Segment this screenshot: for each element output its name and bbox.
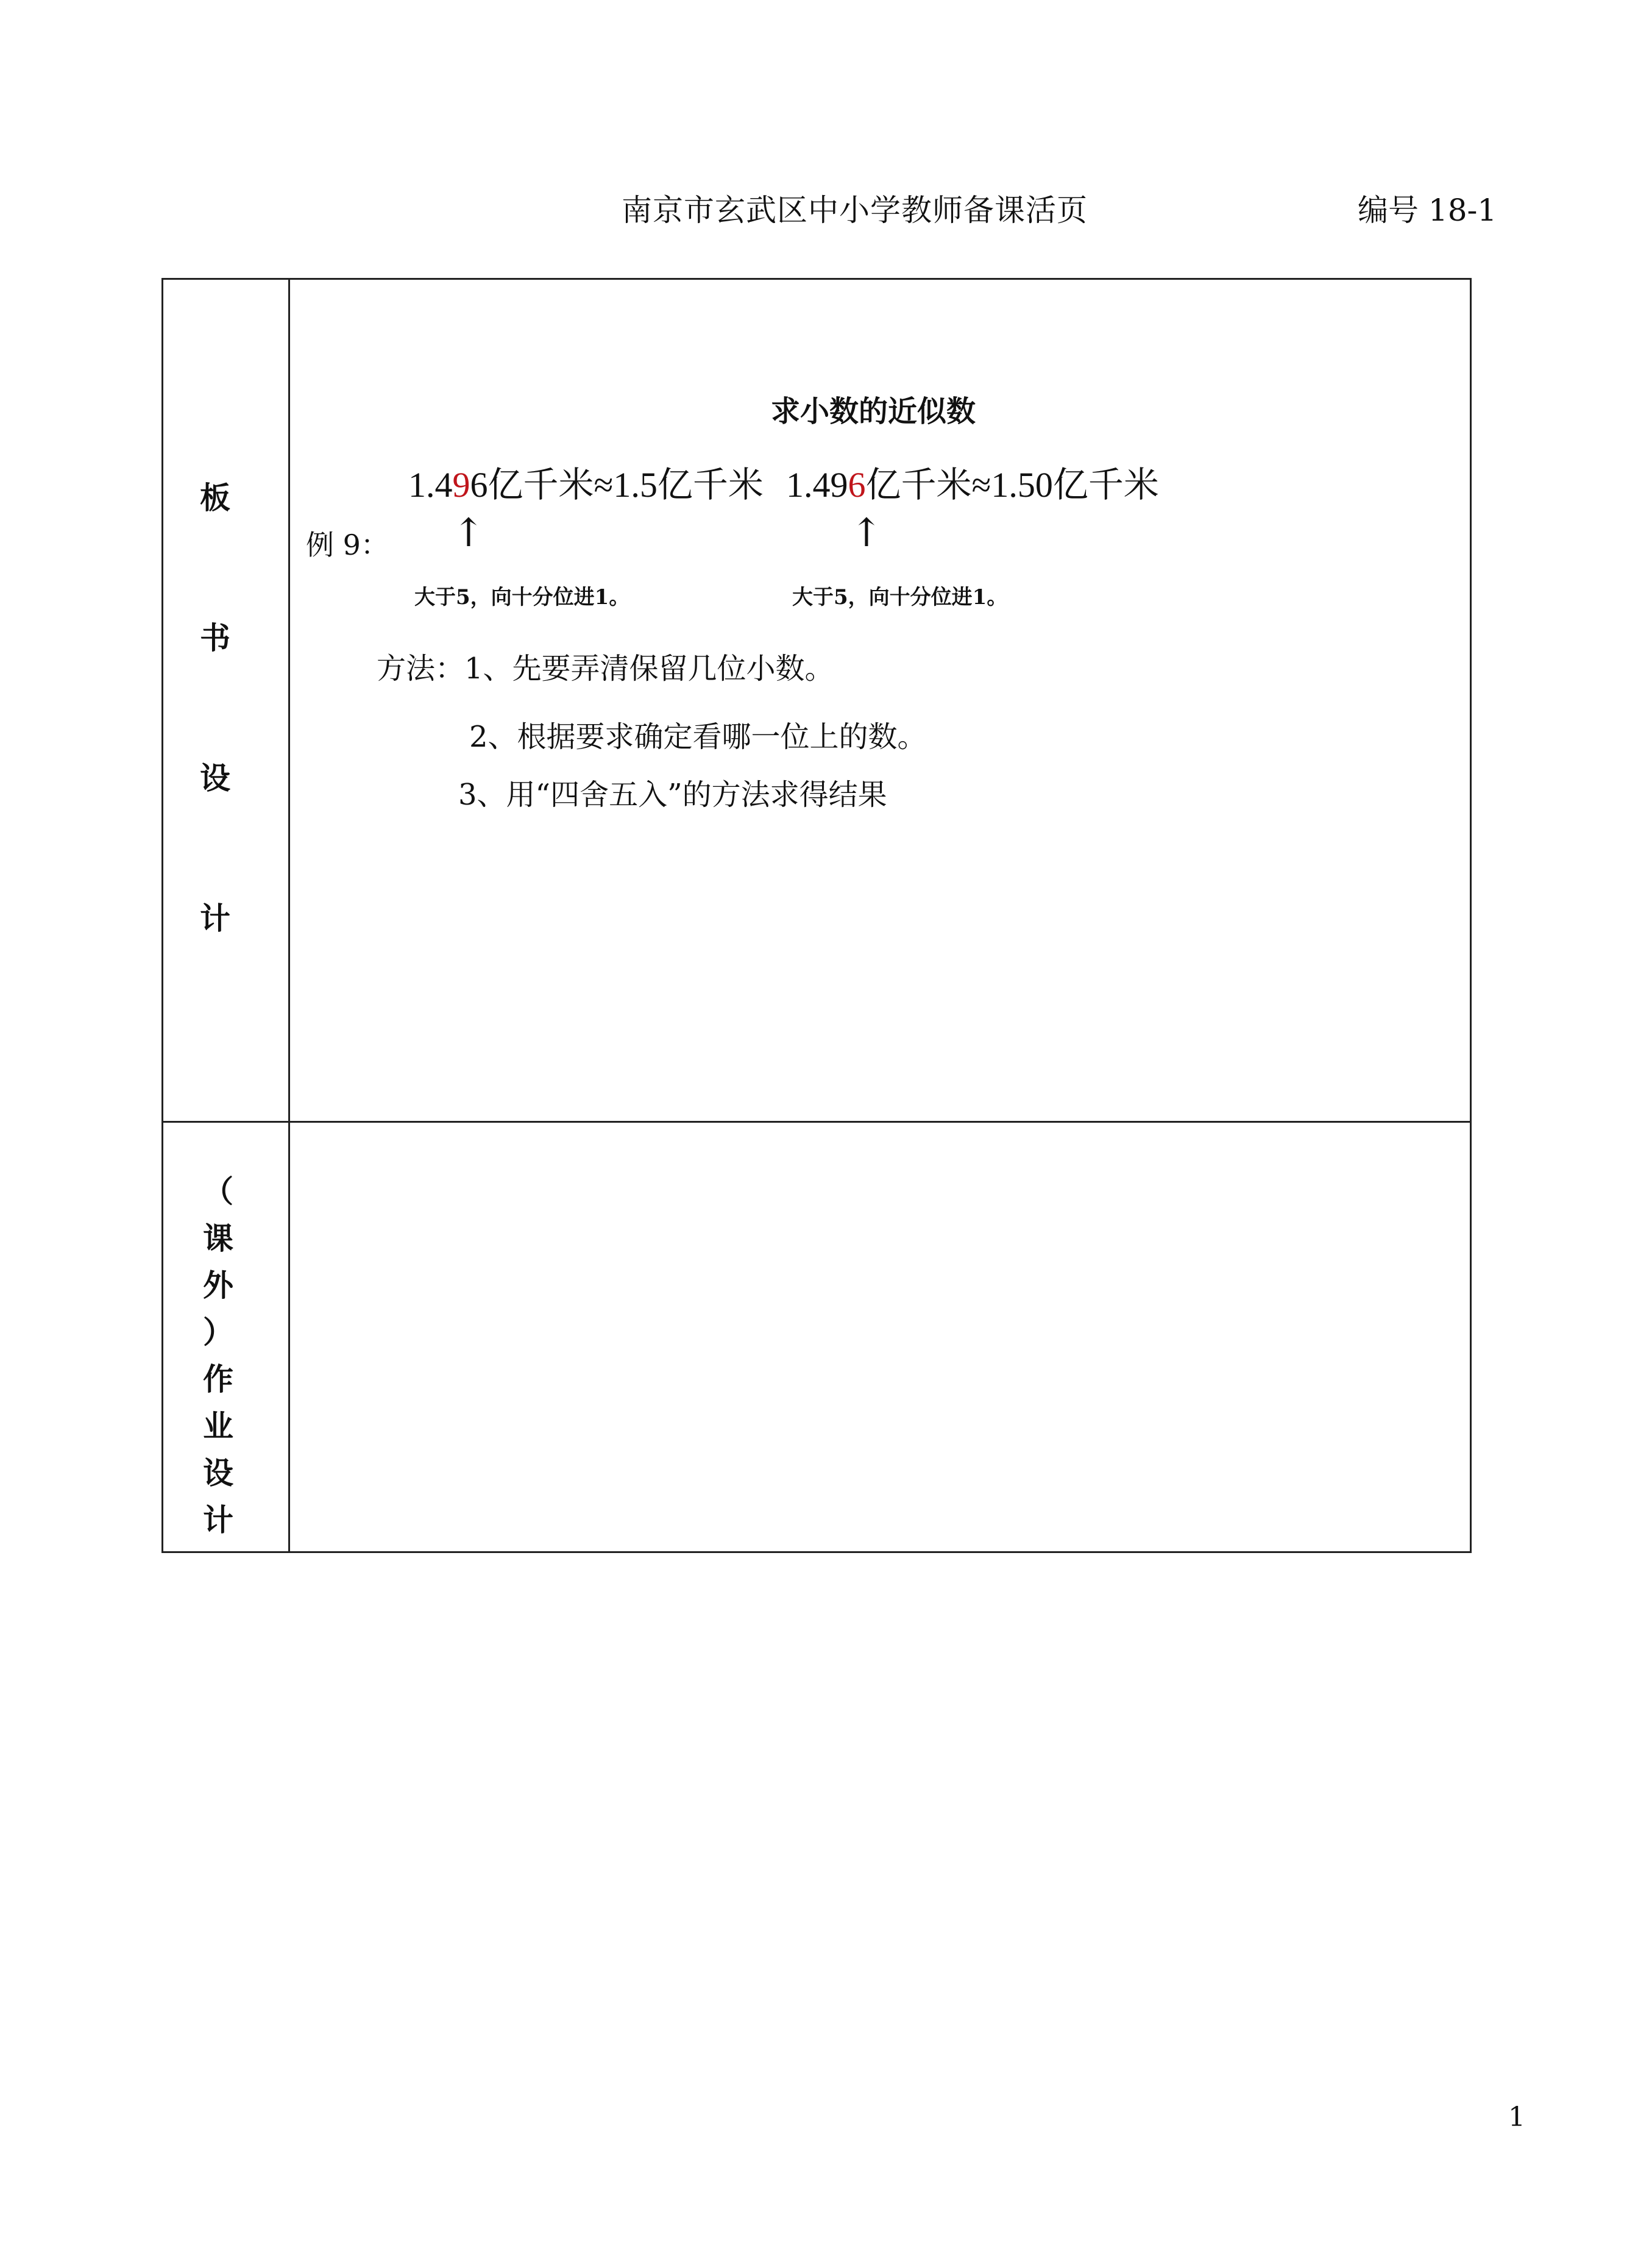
row-divider <box>163 1121 1470 1123</box>
homework-label-char: 计 <box>203 1502 233 1538</box>
formula-one-post: 6亿千米≈1.5亿千米 <box>470 465 764 505</box>
example-label: 例 9： <box>306 528 389 561</box>
homework-label-char: 外 <box>203 1268 233 1303</box>
homework-label-char: 作 <box>203 1362 233 1397</box>
document-code: 编号 18-1 <box>1358 193 1497 228</box>
board-title: 求小数的近似数 <box>771 394 976 428</box>
homework-label-char: 设 <box>203 1456 233 1491</box>
up-arrow-icon: ↑ <box>850 511 883 556</box>
homework-label-char: ） <box>203 1315 233 1350</box>
up-arrow-icon: ↑ <box>452 511 485 556</box>
formula-two-highlight-digit: 6 <box>848 465 866 505</box>
formula-two-pre: 1.49 <box>786 465 848 505</box>
formula-one-highlight-digit: 9 <box>452 465 470 505</box>
homework-label-char: （ <box>203 1174 233 1209</box>
method-step: 2、根据要求确定看哪一位上的数。 <box>469 720 927 754</box>
board-design-label-char: 计 <box>200 901 230 936</box>
homework-label-char: 课 <box>203 1221 233 1256</box>
method-step: 1、先要弄清保留几位小数。 <box>464 652 834 686</box>
homework-design-label <box>200 1168 236 1544</box>
formula-two <box>786 456 1159 507</box>
page-title: 南京市玄武区中小学教师备课活页 <box>622 193 1088 228</box>
column-divider <box>288 280 290 1551</box>
board-design-label-char: 板 <box>200 480 230 516</box>
method-step: 3、用“四舍五入”的方法求得结果 <box>458 778 887 812</box>
rounding-note: 大于5，向十分位进1。 <box>414 585 630 610</box>
page-number: 1 <box>1508 2102 1525 2133</box>
board-design-label-char: 设 <box>200 761 230 796</box>
rounding-note: 大于5，向十分位进1。 <box>792 585 1008 610</box>
method-prefix: 方法： <box>377 652 465 686</box>
homework-label-char: 业 <box>203 1409 233 1444</box>
formula-one <box>408 456 764 507</box>
formula-one-pre: 1.4 <box>408 465 453 505</box>
board-design-label-char: 书 <box>200 620 230 656</box>
method-line-1 <box>377 645 834 687</box>
formula-two-post: 亿千米≈1.50亿千米 <box>865 465 1159 505</box>
